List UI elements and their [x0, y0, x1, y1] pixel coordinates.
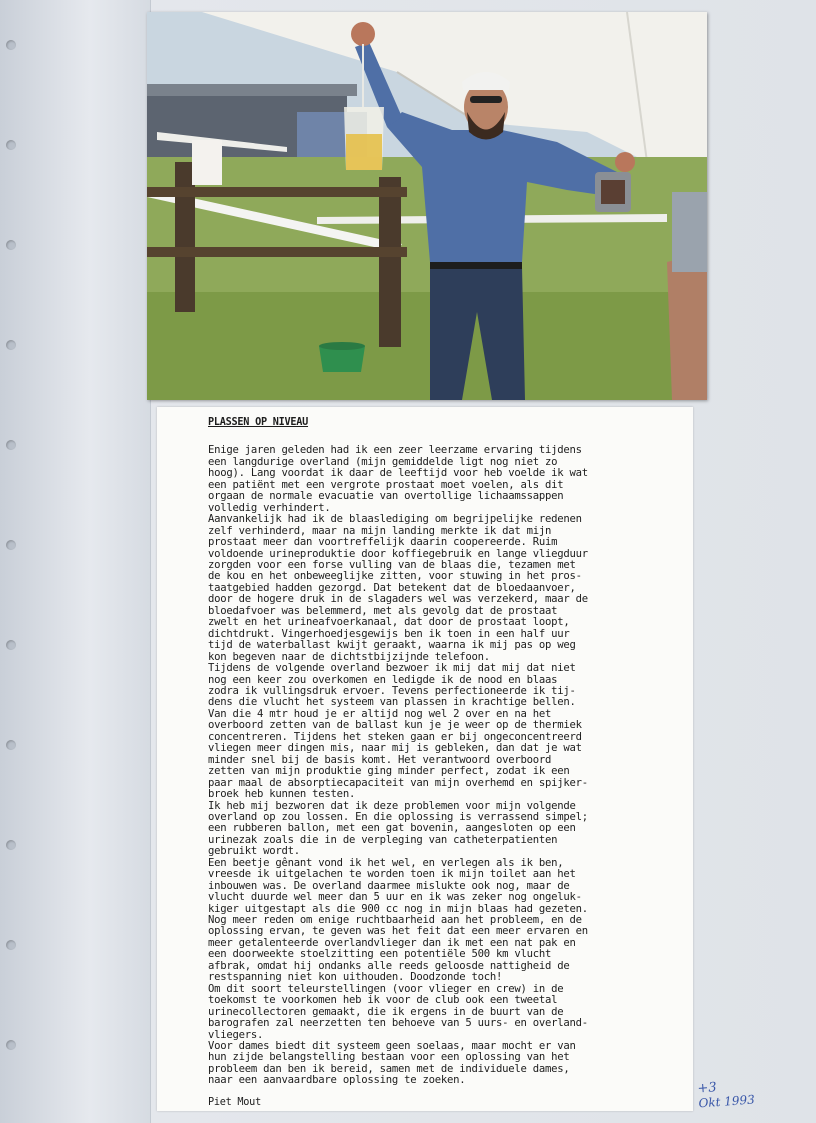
bystander — [667, 252, 707, 400]
photograph-glider-pilot — [147, 12, 707, 400]
article-line: Van die 4 mtr houd je er altijd nog wel 2 over en na het — [208, 707, 552, 720]
article-line: een doorweekte stoelzitting een potentiële 500 km vlucht — [208, 948, 552, 961]
article-line: zorgden voor een forse vulling van de blaas die, tezamen met — [208, 558, 576, 571]
article-line: meer getalenteerde overlandvlieger dan ik met een nat pak en — [208, 936, 576, 949]
article-line: tijd de waterballast kwijt geraakt, waarna ik mij pas op weg — [208, 639, 576, 652]
urine-liquid — [346, 134, 382, 170]
article-line: afbrak, omdat hij ondanks alle reeds geloosde nattigheid de — [208, 959, 570, 972]
punch-hole — [6, 940, 16, 950]
article-line: overland op zou lossen. En die oplossing is verrassend simpel; — [208, 810, 588, 823]
article-line: Enige jaren geleden had ik een zeer leerzame ervaring tijdens — [208, 444, 582, 457]
handwritten-note-date: Okt 1993 — [698, 1092, 756, 1111]
article-line: zelf verhinderd, maar na mijn landing merkte ik dat mijn — [208, 524, 552, 537]
punch-hole — [6, 740, 16, 750]
article-line: toekomst te voorkomen heb ik voor de club ook een tweetal — [208, 994, 558, 1007]
article-line: hoog). Lang voordat ik daar de leeftijd voor heb voelde ik wat — [208, 467, 588, 480]
article-line: bloedafvoer was belemmerd, met als gevolg dat de prostaat — [208, 604, 558, 617]
article-line: naar een aanvaardbare oplossing te zoeken. — [208, 1074, 466, 1087]
article-title: PLASSEN OP NIVEAU — [208, 417, 309, 428]
bucket-rim — [319, 342, 365, 350]
punch-hole — [6, 640, 16, 650]
article-line: vliegers. — [208, 1028, 264, 1041]
article-line: zetten van mijn produktie ging minder perfect, zodat ik een — [208, 765, 570, 778]
grass-foreground — [147, 292, 707, 400]
sign-board — [192, 140, 222, 185]
article-text — [208, 417, 638, 1108]
article-line: dens die vlucht het systeem van plassen in krachtige bellen. — [208, 696, 576, 709]
article-line: voldoende urineproduktie door koffiegebruik en lange vliegduur — [208, 547, 588, 560]
fence-post — [379, 177, 401, 347]
punch-hole — [6, 440, 16, 450]
punch-hole — [6, 540, 16, 550]
article-line: Nog meer reden om enige ruchtbaarheid aan het probleem, en de — [208, 914, 582, 927]
article-line: prostaat meer dan voortreffelijk daarin coopereerde. Ruim — [208, 536, 558, 549]
fence-rail — [147, 247, 407, 257]
article-line: urinecollectoren gemaakt, die ik ergens in de buurt van de — [208, 1005, 564, 1018]
article-line: een langdurige overland (mijn gemiddelde ligt nog niet zo — [208, 455, 558, 468]
article-line: vlucht duurde wel meer dan 5 uur en ik was zeker nog ongeluk- — [208, 891, 582, 904]
article-line: hun zijde belangstelling bestaan voor een oplossing van het — [208, 1051, 570, 1064]
article-line: concentreren. Tijdens het steken gaan er bij ongeconcentreerd — [208, 730, 582, 743]
article-signature: Piet Mout — [208, 1096, 261, 1108]
article-line: Aanvankelijk had ik de blaaslediging om begrijpelijke redenen — [208, 513, 582, 526]
car — [672, 192, 707, 272]
article-line: nog een keer zou overkomen en ledigde ik de nood en blaas — [208, 673, 558, 686]
article-line: broek heb kunnen testen. — [208, 788, 356, 801]
article-line: probleem dan ben ik bereid, samen met de individuele dames, — [208, 1062, 570, 1075]
sunglasses — [470, 96, 502, 103]
article-line: volledig verhindert. — [208, 501, 331, 514]
punch-hole — [6, 340, 16, 350]
article-line: overboord zetten van de ballast kun je je weer op de thermiek — [208, 719, 582, 732]
article-line: Voor dames biedt dit systeem geen soelaas, maar mocht er van — [208, 1040, 576, 1053]
article-line: zwelt en het urineafvoerkanaal, dat door de prostaat loopt, — [208, 616, 570, 629]
punch-hole — [6, 240, 16, 250]
article-line: taatgebied hadden gezorgd. Dat betekent dat de bloedaanvoer, — [208, 581, 576, 594]
article-line: door de hogere druk in de slagaders wel was verzekerd, maar de — [208, 593, 588, 606]
article-page — [157, 407, 693, 1111]
article-line: vreesde ik uitgelachen te worden toen ik mijn toilet aan het — [208, 868, 576, 881]
article-line: gebruikt wordt. — [208, 845, 300, 858]
article-line: restspanning niet kon uithouden. Doodzonde toch! — [208, 971, 503, 984]
article-line: barografen zal neerzetten ten behoeve van 5 uurs- en overland- — [208, 1017, 588, 1030]
article-line: urinezak zoals die in de verpleging van catheterpatienten — [208, 833, 558, 846]
raised-hand — [351, 22, 375, 46]
article-line: paar maal de absorptiecapaciteit van mijn overhemd en spijker- — [208, 776, 588, 789]
barograph-window — [601, 180, 625, 204]
punch-hole — [6, 140, 16, 150]
handwritten-note-number: +3 — [697, 1080, 718, 1097]
punch-hole — [6, 1040, 16, 1050]
article-line: zodra ik vullingsdruk ervoer. Tevens perfectioneerde ik tij- — [208, 684, 576, 697]
article-line: Om dit soort teleurstellingen (voor vlieger en crew) in de — [208, 982, 564, 995]
article-line: een patiënt met een vergrote prostaat moet voelen, als dit — [208, 478, 564, 491]
punch-hole — [6, 840, 16, 850]
hangar-roof — [147, 84, 357, 96]
article-line: Ik heb mij bezworen dat ik deze problemen voor mijn volgende — [208, 799, 576, 812]
punch-hole — [6, 40, 16, 50]
article-line: Tijdens de volgende overland bezwoer ik mij dat mij dat niet — [208, 662, 576, 675]
article-line: vliegen meer dingen mis, naar mij is gebleken, dan dat je wat — [208, 742, 582, 755]
article-line: kiger uitgestapt als die 900 cc nog in mijn blaas had gezeten. — [208, 902, 588, 915]
article-line: een rubberen ballon, met een gat bovenin, aangesloten op een — [208, 822, 576, 835]
article-line: orgaan de normale evacuatie van overtollige lichaamssappen — [208, 490, 564, 503]
photo-illustration — [147, 12, 707, 400]
article-line: Een beetje gênant vond ik het wel, en verlegen als ik ben, — [208, 856, 564, 869]
binder-strip — [0, 0, 151, 1123]
other-hand — [615, 152, 635, 172]
handwritten-note — [697, 1078, 769, 1111]
article-body — [208, 445, 638, 1086]
article-line: de kou en het onbeweeglijke zitten, voor stuwing in het pros- — [208, 570, 582, 583]
article-line: dichtdrukt. Vingerhoedjesgewijs ben ik toen in een half uur — [208, 627, 570, 640]
fence-rail — [147, 187, 407, 197]
article-line: kon begeven naar de dichtstbijzijnde telefoon. — [208, 650, 490, 663]
article-line: inbouwen was. De overland daarmee mislukte ook nog, maar de — [208, 879, 570, 892]
article-line: minder snel bij de basis komt. Het verantwoord overboord — [208, 753, 552, 766]
article-line: oplossing ervan, te geven was het feit dat een meer ervaren en — [208, 925, 588, 938]
